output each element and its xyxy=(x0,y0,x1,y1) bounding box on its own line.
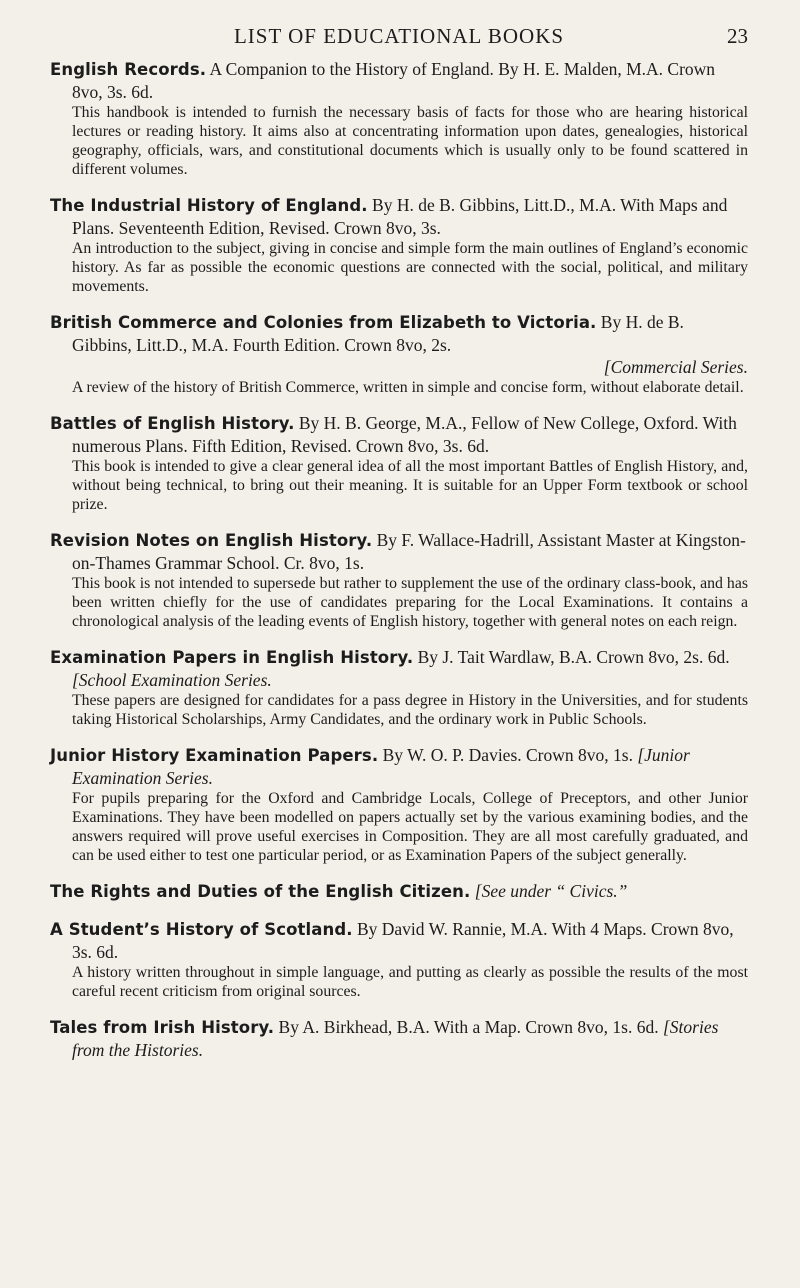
running-head xyxy=(50,0,748,58)
book-description: An introduction to the subject, giving in concise and simple form the main outlines of England’s economic history. As far as possible the economic questions are connected with the social, political, and military movements. xyxy=(72,240,748,295)
entry-heading xyxy=(50,194,748,239)
book-title: English Records. xyxy=(50,60,207,79)
series-name: [Stories from the Histories. xyxy=(72,1017,719,1060)
book-description: A review of the history of British Commerce, written in simple and concise form, without elaborate detail. xyxy=(72,379,744,396)
running-title: LIST OF EDUCATIONAL BOOKS xyxy=(233,24,565,48)
book-description: This handbook is intended to furnish the necessary basis of facts for those who are hearing historical lectures or reading history. It aims also at concentrating information upon dates, genealogies, historical geography, officials, wars, and constitutional documents which is usually only to be found scattered in different volumes. xyxy=(72,104,748,178)
catalogue-entry xyxy=(50,58,748,179)
entry-heading xyxy=(50,744,748,789)
book-description: A history written throughout in simple language, and putting as clearly as possible the results of the most careful recent criticism from original sources. xyxy=(72,964,748,1000)
book-title: Junior History Examination Papers. xyxy=(50,746,379,765)
entry-heading xyxy=(50,412,748,457)
book-details: By A. Birkhead, B.A. With a Map. Crown 8vo, 1s. 6d. xyxy=(278,1017,659,1037)
catalogue-entry xyxy=(50,412,748,514)
book-title: Examination Papers in English History. xyxy=(50,648,414,667)
cross-reference: [See under “ Civics.” xyxy=(474,881,628,901)
book-details: By H. de B. Gibbins, Litt.D., M.A. Fourth Edition. Crown 8vo, 2s. xyxy=(72,312,684,355)
book-description: These papers are designed for candidates for a pass degree in History in the Universities, and for students taking Historical Scholarships, Army Candidates, and the ordinary work in Public Schools. xyxy=(72,692,748,728)
page-number: 23 xyxy=(727,24,748,48)
series-name: [Commercial Series. xyxy=(603,357,748,377)
catalogue-entry xyxy=(50,880,748,903)
book-details: By H. B. George, M.A., Fellow of New College, Oxford. With numerous Plans. Fifth Edition, Revised. Crown 8vo, 3s. 6d. xyxy=(72,413,737,456)
series-name: [Junior Examination Series. xyxy=(72,745,690,788)
book-description: This book is not intended to supersede but rather to supplement the use of the ordinary class-book, and has been written chiefly for the use of candidates preparing for the Local Examinations. It contains a chronological analysis of the leading events of English history, together with general notes on each reign. xyxy=(72,575,748,630)
book-title: The Rights and Duties of the English Citizen. xyxy=(50,882,471,901)
book-details: By W. O. P. Davies. Crown 8vo, 1s. xyxy=(382,745,633,765)
book-details: By F. Wallace-Hadrill, Assistant Master at Kingston-on-Thames Grammar School. Cr. 8vo, 1s. xyxy=(72,530,746,573)
book-details: By J. Tait Wardlaw, B.A. Crown 8vo, 2s. 6d. xyxy=(417,647,730,667)
catalogue-entry xyxy=(50,918,748,1001)
entry-heading xyxy=(50,880,748,903)
book-title: British Commerce and Colonies from Elizabeth to Victoria. xyxy=(50,313,597,332)
book-title: Battles of English History. xyxy=(50,414,295,433)
entry-heading xyxy=(50,918,748,963)
catalogue-entry xyxy=(50,646,748,729)
catalogue-entry xyxy=(50,529,748,631)
book-title: Revision Notes on English History. xyxy=(50,531,373,550)
book-details: By H. de B. Gibbins, Litt.D., M.A. With Maps and Plans. Seventeenth Edition, Revised. Crown 8vo, 3s. xyxy=(72,195,728,238)
book-details: By David W. Rannie, M.A. With 4 Maps. Crown 8vo, 3s. 6d. xyxy=(72,919,734,962)
book-details: A Companion to the History of England. By H. E. Malden, M.A. Crown 8vo, 3s. 6d. xyxy=(72,59,716,102)
catalogue-entry xyxy=(50,194,748,296)
book-title: The Industrial History of England. xyxy=(50,196,368,215)
catalogue-entry xyxy=(50,1016,748,1061)
entry-heading xyxy=(50,1016,748,1061)
book-title: A Student’s History of Scotland. xyxy=(50,920,353,939)
entry-heading xyxy=(50,58,748,103)
entry-heading xyxy=(50,311,748,356)
catalogue-entry xyxy=(50,311,748,397)
entry-heading xyxy=(50,529,748,574)
catalogue-entry xyxy=(50,744,748,865)
book-title: Tales from Irish History. xyxy=(50,1018,275,1037)
series-name: [School Examination Series. xyxy=(72,670,272,690)
book-description: For pupils preparing for the Oxford and Cambridge Locals, College of Preceptors, and other Junior Examinations. They have been modelled on papers actually set by the various examining bodies, and the answers required will prove useful exercises in Composition. They are all most carefully graduated, and can be used either to test one particular period, or as Examination Papers of the subject generally. xyxy=(72,790,748,864)
series-reference xyxy=(50,356,748,378)
entry-heading xyxy=(50,646,748,691)
book-description: This book is intended to give a clear general idea of all the most important Battles of English History, and, without being technical, to bring out their meaning. It is suitable for an Upper Form textbook or school prize. xyxy=(72,458,748,513)
